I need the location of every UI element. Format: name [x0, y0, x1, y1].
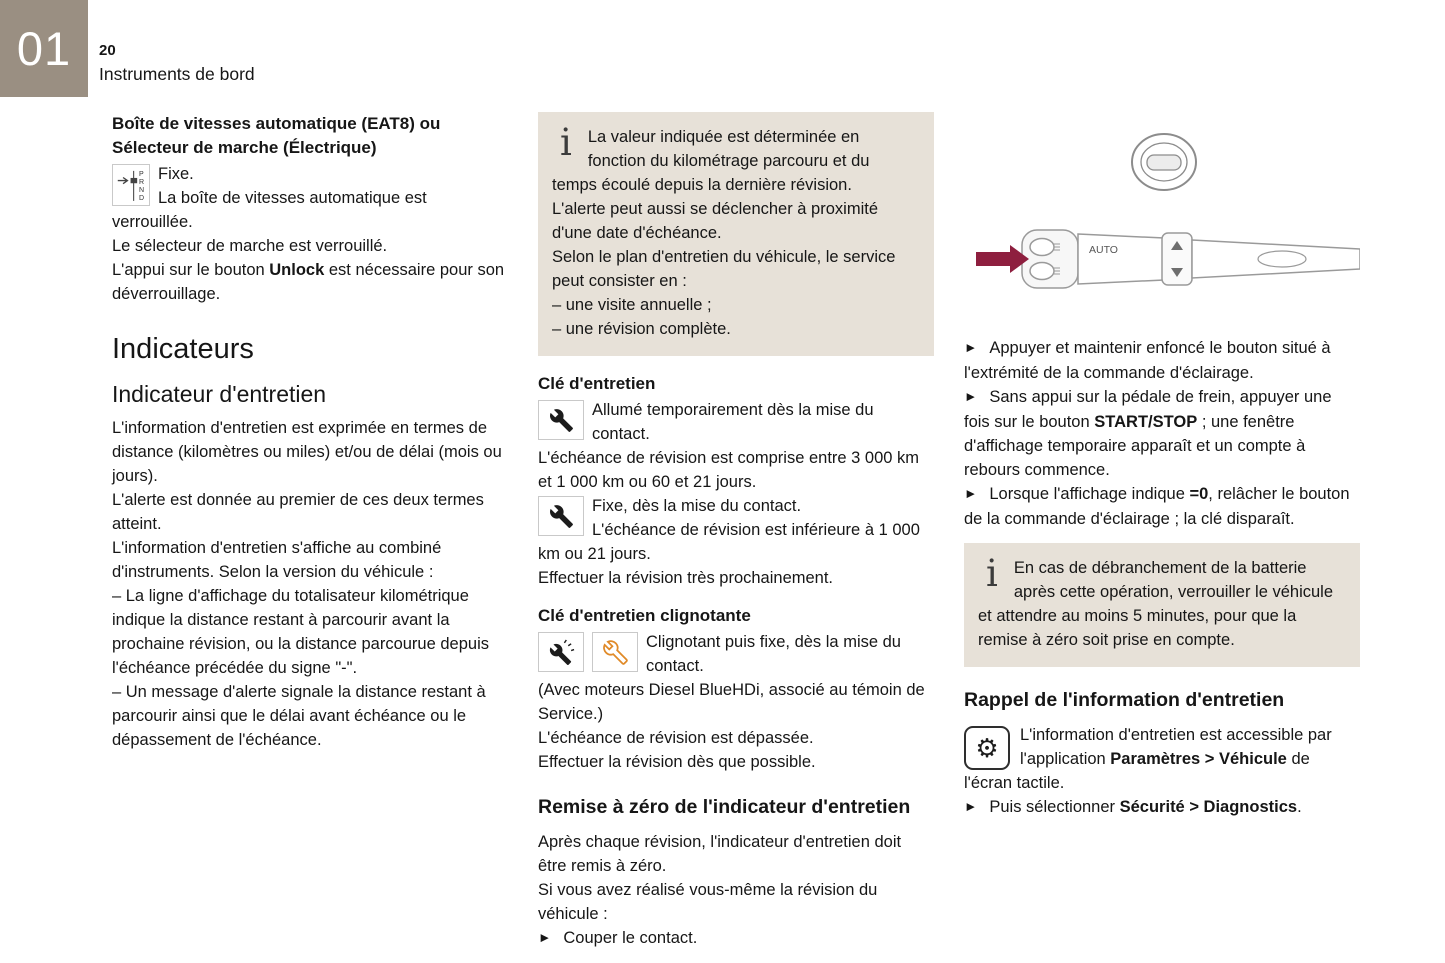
blinking-wrench-glyph	[548, 639, 575, 666]
body-text: L'information d'entretien s'affiche au combiné d'instruments. Selon la version du véhicule :	[112, 539, 442, 581]
start-stop-button-label: START/STOP	[1094, 413, 1198, 431]
svg-text:R: R	[138, 179, 145, 187]
lighting-stalk-illustration	[964, 112, 1360, 330]
page-number: 20	[99, 42, 116, 59]
settings-gear-icon	[964, 726, 1010, 770]
body-text: Clignotant puis fixe, dès la mise du contact.	[646, 633, 901, 675]
action-step: ► Sans appui sur la pédale de frein, appuyer une fois sur le bouton START/STOP ; une fenêtre d'affichage temporaire apparaît et un compte à rebours commence.	[964, 388, 1332, 479]
heading-rappel-information: Rappel de l'information d'entretien	[964, 689, 1285, 711]
body-text: Effectuer la révision très prochainement.	[538, 569, 834, 587]
body-text: Si vous avez réalisé vous-même la révision du véhicule :	[538, 881, 878, 923]
info-icon: i	[986, 552, 998, 595]
body-text: L'information d'entretien est exprimée en termes de distance (kilomètres ou miles) et/ou de délai (mois ou jours).	[112, 419, 502, 485]
column-middle	[538, 112, 934, 951]
heading-indicateur-entretien: Indicateur d'entretien	[112, 381, 327, 407]
wrench-glyph	[549, 504, 574, 529]
column-right	[964, 112, 1360, 951]
action-arrow-icon: ►	[964, 486, 978, 501]
unlock-button-label: Unlock	[269, 261, 325, 279]
body-text: Selon le plan d'entretien du véhicule, le service peut consister en :	[552, 248, 896, 290]
zero-display-value: =0	[1189, 485, 1209, 503]
control-stalk	[1022, 230, 1360, 288]
gear-selector-glyph	[116, 167, 146, 203]
svg-text:D: D	[138, 195, 145, 202]
pointer-arrow	[976, 245, 1029, 273]
action-step: ► Puis sélectionner Sécurité > Diagnostics.	[964, 798, 1302, 816]
body-text: L'échéance de révision est inférieure à 1 000 km ou 21 jours.	[538, 521, 920, 563]
info-box	[538, 112, 934, 356]
list-item: – La ligne d'affichage du totalisateur kilométrique indique la distance restant à parcourir avant la prochaine révision, ou la distance parcourue depuis l'échéance précédée du signe "-".	[112, 587, 489, 677]
body-text: La boîte de vitesses automatique est verrouillée.	[112, 189, 427, 231]
body-text: (Avec moteurs Diesel BlueHDi, associé au témoin de Service.)	[538, 681, 925, 723]
heading-remise-a-zero: Remise à zéro de l'indicateur d'entretien	[538, 796, 911, 818]
page-header	[99, 42, 255, 85]
action-arrow-icon: ►	[964, 389, 978, 404]
body-text: La valeur indiquée est déterminée en fonction du kilométrage parcouru et du temps écoulé depuis la dernière révision.	[552, 128, 870, 194]
blinking-wrench-icon	[538, 632, 584, 672]
svg-text:P: P	[138, 171, 144, 179]
list-item: – Un message d'alerte signale la distance restant à parcourir ainsi que le délai avant échéance ou le dépassement de l'échéance.	[112, 683, 486, 749]
action-step: ► Appuyer et maintenir enfoncé le bouton situé à l'extrémité de la commande d'éclairage.	[964, 339, 1331, 382]
gear-selector-icon	[112, 164, 150, 206]
body-text: Effectuer la révision dès que possible.	[538, 753, 816, 771]
chapter-number-box	[0, 0, 88, 97]
action-arrow-icon: ►	[964, 340, 978, 355]
section-title: Instruments de bord	[99, 64, 255, 84]
heading-indicateurs: Indicateurs	[112, 333, 254, 365]
heading-gearbox: Boîte de vitesses automatique (EAT8) ou Sélecteur de marche (Électrique)	[112, 114, 441, 157]
action-step: ► Lorsque l'affichage indique =0, relâcher le bouton de la commande d'éclairage ; la clé disparaît.	[964, 485, 1350, 528]
body-text: En cas de débranchement de la batterie après cette opération, verrouiller le véhicule et attendre au moins 5 minutes, pour que la remise à zéro soit prise en compte.	[978, 559, 1334, 649]
body-text: Après chaque révision, l'indicateur d'entretien doit être remis à zéro.	[538, 833, 902, 875]
menu-path-parametres-vehicule: Paramètres > Véhicule	[1110, 750, 1287, 768]
body-text: Fixe, dès la mise du contact.	[592, 497, 802, 515]
heading-cle-clignotante: Clé d'entretien clignotante	[538, 606, 751, 625]
action-arrow-icon: ►	[538, 930, 552, 945]
body-text: L'alerte peut aussi se déclencher à proximité d'une date d'échéance.	[552, 200, 878, 242]
info-icon: i	[560, 121, 572, 164]
heading-cle-entretien: Clé d'entretien	[538, 374, 656, 393]
service-wrench-icon	[538, 400, 584, 440]
chapter-number: 01	[16, 22, 72, 75]
service-wrench-icon	[538, 496, 584, 536]
svg-text:N: N	[138, 187, 145, 195]
orange-wrench-icon	[592, 632, 638, 672]
body-text: L'information d'entretien est accessible par l'application Paramètres > Véhicule de l'écran tactile.	[964, 726, 1332, 792]
column-left	[112, 112, 508, 951]
list-item: – une révision complète.	[552, 320, 731, 338]
body-text: Fixe.	[158, 165, 194, 183]
action-arrow-icon: ►	[964, 799, 978, 814]
steering-wheel	[1132, 134, 1196, 190]
body-text: L'appui sur le bouton Unlock est nécessaire pour son déverrouillage.	[112, 261, 505, 303]
body-text: Le sélecteur de marche est verrouillé.	[112, 237, 388, 255]
orange-wrench-glyph	[603, 640, 628, 665]
body-text: L'alerte est donnée au premier de ces deux termes atteint.	[112, 491, 484, 533]
list-item: – une visite annuelle ;	[552, 296, 712, 314]
gear-glyph: ⚙	[975, 733, 999, 763]
body-text: L'échéance de révision est comprise entre 3 000 km et 1 000 km ou 60 et 21 jours.	[538, 449, 920, 491]
wrench-glyph	[549, 408, 574, 433]
body-text: L'échéance de révision est dépassée.	[538, 729, 814, 747]
action-step: ► Couper le contact.	[538, 929, 698, 947]
auto-label: AUTO	[1089, 244, 1118, 256]
body-text: Allumé temporairement dès la mise du contact.	[592, 401, 874, 443]
content-columns	[112, 112, 1360, 951]
info-box	[964, 543, 1360, 667]
menu-path-securite-diagnostics: Sécurité > Diagnostics	[1119, 798, 1298, 816]
